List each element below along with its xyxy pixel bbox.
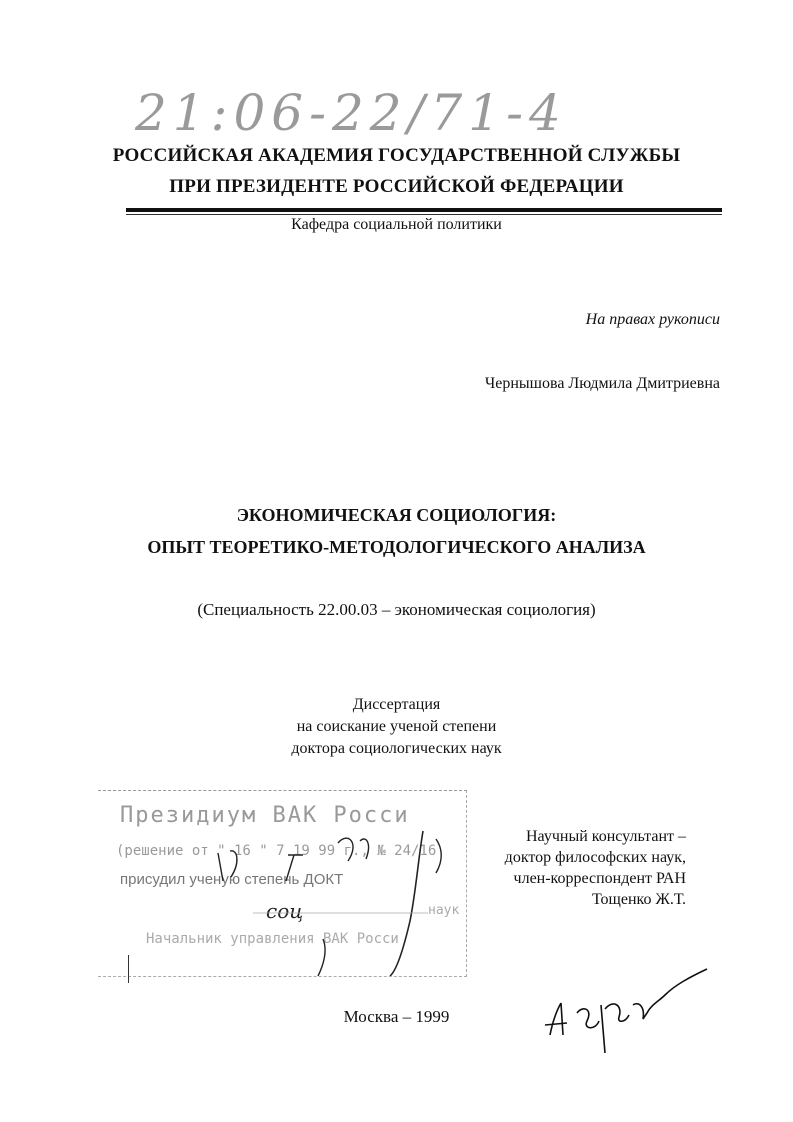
stamp-handwritten-field: соц bbox=[266, 899, 304, 923]
stamp-signature-line: Начальник управления ВАК Росси bbox=[146, 931, 399, 947]
consultant-line-1: Научный консультант – bbox=[526, 828, 686, 845]
consultant-line-3: член-корреспондент РАН bbox=[513, 870, 686, 887]
institution-line-2: ПРИ ПРЕЗИДЕНТЕ РОССИЙСКОЙ ФЕДЕРАЦИИ bbox=[169, 176, 624, 197]
header-rule-thin bbox=[126, 214, 722, 215]
stamp-tick bbox=[128, 955, 129, 983]
stamp-field-tail: наук bbox=[428, 903, 460, 918]
stamp-decision-line: (решение от " 16 " 7 19 99 г., № 24/16 bbox=[116, 843, 437, 859]
consultant-line-2: доктор философских наук, bbox=[504, 849, 686, 866]
title-line-2: ОПЫТ ТЕОРЕТИКО-МЕТОДОЛОГИЧЕСКОГО АНАЛИЗА bbox=[147, 537, 646, 557]
specialty: (Специальность 22.00.03 – экономическая социология) bbox=[197, 600, 596, 619]
department: Кафедра социальной политики bbox=[291, 216, 502, 233]
stamp-title: Президиум ВАК Росси bbox=[120, 803, 410, 828]
dissertation-line-3: доктора социологических наук bbox=[291, 740, 502, 757]
signature bbox=[535, 965, 715, 1055]
header-rule-thick bbox=[126, 208, 722, 212]
stamp-handwriting bbox=[98, 791, 466, 976]
dissertation-line-1: Диссертация bbox=[352, 696, 441, 713]
vak-stamp bbox=[98, 790, 467, 977]
manuscript-note: На правах рукописи bbox=[585, 311, 720, 328]
stamp-degree-line: присудил ученую степень ДОКТ bbox=[120, 871, 344, 888]
title-line-1: ЭКОНОМИЧЕСКАЯ СОЦИОЛОГИЯ: bbox=[236, 505, 557, 525]
city-year: Москва – 1999 bbox=[343, 1007, 450, 1026]
dissertation-line-2: на соискание ученой степени bbox=[296, 718, 497, 735]
consultant-line-4: Тощенко Ж.Т. bbox=[591, 891, 686, 908]
author-name: Чернышова Людмила Дмитриевна bbox=[484, 375, 720, 392]
archive-code-text: 21:06-22/71-4 bbox=[135, 84, 567, 142]
institution-line-1: РОССИЙСКАЯ АКАДЕМИЯ ГОСУДАРСТВЕННОЙ СЛУЖБЫ bbox=[112, 145, 681, 166]
consultant-block bbox=[440, 826, 686, 910]
handwritten-archive-number bbox=[130, 78, 610, 148]
